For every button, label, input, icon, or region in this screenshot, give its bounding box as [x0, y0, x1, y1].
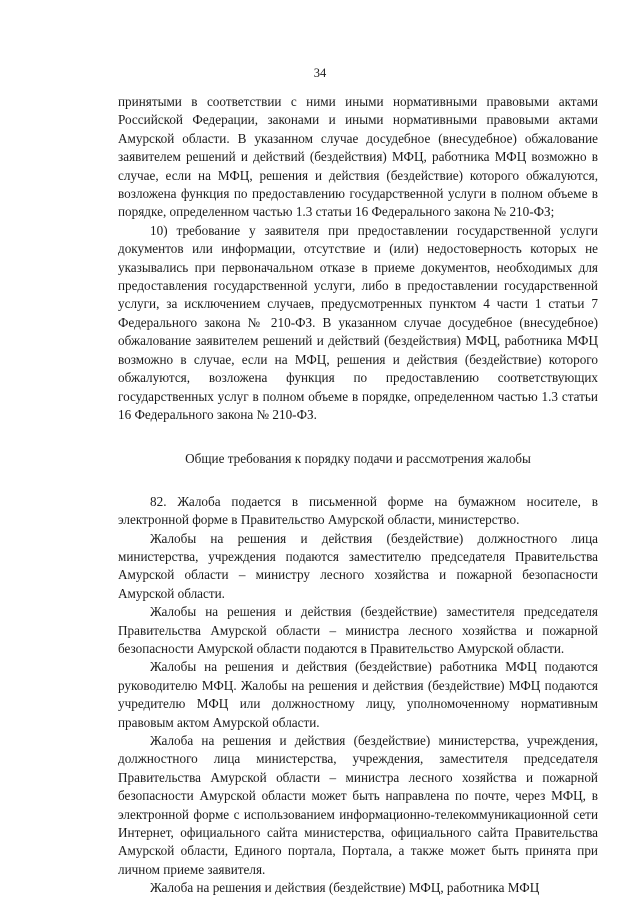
paragraph: Жалобы на решения и действия (бездействие) должностного лица министерства, учреждения подаются заместителю председателя Правительства Амурской области – министру лесного хозяйства и пожарной безопасности Амурской области.	[118, 530, 598, 601]
paragraph-continuation: принятыми в соответствии с ними иными нормативными правовыми актами Российской Федерации, законами и иными нормативными правовыми актами Амурской области. В указанном случае досудебное (внесудебное) обжалование заявителем решений и действий (бездействия) МФЦ, работника МФЦ возможно в случае, если на МФЦ, решения и действия (бездействие) которого обжалуются, возложена функция по предоставлению государственной услуги в полном объеме в порядке, определенном частью 1.3 статьи 16 Федерального закона № 210-ФЗ;	[118, 94, 598, 220]
paragraph: Жалоба на решения и действия (бездействие) министерства, учреждения, должностного лица министерства, учреждения, заместителя председателя Правительства Амурской области – министра лесного хозяйства и пожарной безопасности Амурской области может быть направлена по почте, через МФЦ, в электронной форме с использованием информационно-телекоммуникационной сети Интернет, официального сайта министерства, официального сайта Правительства Амурской области, Единого портала, Портала, а также может быть принята при личном приеме заявителя.	[118, 733, 598, 877]
paragraph: Жалобы на решения и действия (бездействие) заместителя председателя Правительства Амурской области – министра лесного хозяйства и пожарной безопасности Амурской области подаются в Правительство Амурской области.	[118, 604, 598, 656]
section-heading: Общие требования к порядку подачи и рассмотрения жалобы	[185, 451, 531, 467]
paragraph: Жалобы на решения и действия (бездействие) работника МФЦ подаются руководителю МФЦ. Жалобы на решения и действия (бездействие) МФЦ подаются учредителю МФЦ или должностному лицу, уполномоченному нормативным правовым актом Амурской области.	[118, 659, 598, 730]
paragraph-item-10: 10) требование у заявителя при предоставлении государственной услуги документов или информации, отсутствие и (или) недостоверность которых не указывались при первоначальном отказе в приеме документов, необходимых для предоставления государственной услуги, либо в предоставлении государственной услуги, за исключением случаев, предусмотренных пунктом 4 части 1 статьи 7 Федерального закона № 210-ФЗ. В указанном случае досудебное (внесудебное) обжалование заявителем решений и действий (бездействия) МФЦ, работника МФЦ возможно в случае, если на МФЦ, решения и действия (бездействие) которого обжалуются, возложена функция по предоставлению соответствующих государственных услуг в полном объеме в порядке, определенном частью 1.3 статьи 16 Федерального закона № 210-ФЗ.	[118, 222, 598, 422]
paragraph: Жалоба на решения и действия (бездействие) МФЦ, работника МФЦ	[150, 880, 540, 896]
paragraph-82: 82. Жалоба подается в письменной форме на бумажном носителе, в электронной форме в Правительство Амурской области, министерство.	[118, 493, 598, 528]
document-body	[118, 93, 598, 898]
page-number: 34	[313, 66, 327, 80]
